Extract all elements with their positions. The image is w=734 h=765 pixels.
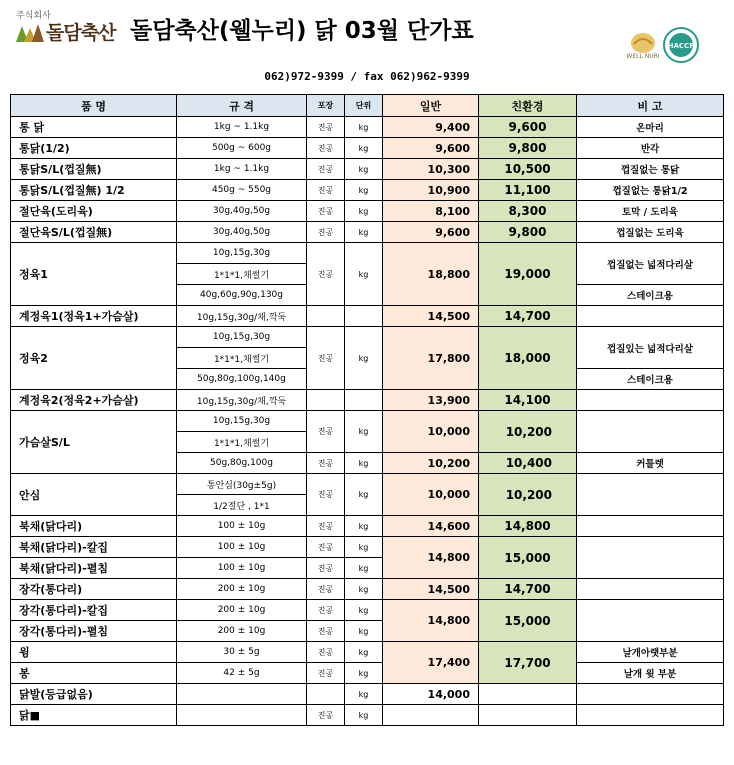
product-pack: 진공 [307,327,345,390]
product-note: 반각 [577,138,724,159]
product-note: 껍질없는 도리육 [577,222,724,243]
general-price: 17,400 [383,642,479,684]
product-name: 장각(통다리) [11,579,177,600]
table-row [11,642,724,663]
col-header-note: 비 고 [577,95,724,117]
product-unit: kg [345,222,383,243]
eco-price: 14,700 [479,579,577,600]
product-unit: kg [345,642,383,663]
product-note: 커틀렛 [577,453,724,474]
product-spec: 통안심(30g±5g) [177,474,307,495]
table-row [11,411,724,432]
table-row [11,516,724,537]
page-title: 돌담축산(웰누리) 닭 03월 단가표 [130,18,474,44]
product-unit: kg [345,117,383,138]
product-spec: 100 ± 10g [177,537,307,558]
product-unit: kg [345,327,383,390]
general-price: 9,600 [383,222,479,243]
product-spec: 1/2절단 , 1*1 [177,495,307,516]
product-pack: 진공 [307,453,345,474]
product-note: 날개 윗 부분 [577,663,724,684]
product-pack: 진공 [307,201,345,222]
product-unit: kg [345,453,383,474]
product-note [577,411,724,453]
product-spec: 1*1*1,채썰기 [177,264,307,285]
product-pack: 진공 [307,642,345,663]
product-name: 절단육(도리육) [11,201,177,222]
product-unit: kg [345,579,383,600]
product-note: 껍질있는 넓적다리살 [577,327,724,369]
col-header-eco: 친환경 [479,95,577,117]
product-pack: 진공 [307,117,345,138]
eco-price: 17,700 [479,642,577,684]
general-price: 10,000 [383,411,479,453]
product-spec: 1kg ~ 1.1kg [177,117,307,138]
product-spec: 10g,15g,30g [177,327,307,348]
contact-info: 062)972-9399 / fax 062)962-9399 [264,70,470,83]
general-price: 14,800 [383,600,479,642]
product-name: 계정육1(정육1+가슴살) [11,306,177,327]
eco-price: 9,800 [479,222,577,243]
product-spec: 1*1*1,채썰기 [177,432,307,453]
table-row [11,327,724,348]
table-row [11,390,724,411]
product-pack: 진공 [307,138,345,159]
product-name: 봉 [11,663,177,684]
product-spec: 30 ± 5g [177,642,307,663]
product-pack: 진공 [307,159,345,180]
general-price: 14,600 [383,516,479,537]
product-unit: kg [345,705,383,726]
eco-price: 8,300 [479,201,577,222]
product-unit: kg [345,201,383,222]
col-header-name: 품 명 [11,95,177,117]
product-spec: 10g,15g,30g [177,243,307,264]
product-unit: kg [345,411,383,453]
product-name: 윙 [11,642,177,663]
company-brand-name: 돌담축산 [46,22,116,44]
product-spec: 50g,80g,100g,140g [177,369,307,390]
table-row [11,684,724,705]
table-row [11,222,724,243]
haccp-seal-icon [662,26,700,64]
product-note: 껍질없는 통닭1/2 [577,180,724,201]
product-note [577,306,724,327]
general-price: 14,500 [383,306,479,327]
product-unit [345,390,383,411]
general-price: 13,900 [383,390,479,411]
svg-text:HACCP: HACCP [667,42,695,50]
product-note [577,684,724,705]
product-spec: 42 ± 5g [177,663,307,684]
product-pack: 진공 [307,411,345,453]
table-row [11,201,724,222]
product-name: 닭■ [11,705,177,726]
product-spec: 10g,15g,30g/채,깍둑 [177,390,307,411]
product-pack: 진공 [307,600,345,621]
company-type-label: 주식회사 [16,11,51,21]
table-row [11,705,724,726]
table-header-row [11,95,724,117]
general-price: 9,600 [383,138,479,159]
table-row [11,243,724,264]
product-note: 껍질없는 넓적다리살 [577,243,724,285]
product-unit: kg [345,684,383,705]
product-note [577,516,724,537]
product-name: 닭발(등급없음) [11,684,177,705]
product-pack: 진공 [307,180,345,201]
eco-price: 15,000 [479,537,577,579]
col-header-pack: 포장 [307,95,345,117]
product-name: 안심 [11,474,177,516]
eco-price: 9,600 [479,117,577,138]
eco-price: 18,000 [479,327,577,390]
col-header-spec: 규 격 [177,95,307,117]
product-note [577,474,724,516]
product-spec: 450g ~ 550g [177,180,307,201]
company-logo [16,8,116,50]
product-unit [345,306,383,327]
product-unit: kg [345,516,383,537]
product-unit: kg [345,474,383,516]
svg-text:WELL NURI: WELL NURI [626,53,660,60]
table-row [11,180,724,201]
product-unit: kg [345,138,383,159]
general-price: 9,400 [383,117,479,138]
product-unit: kg [345,243,383,306]
product-spec: 100 ± 10g [177,558,307,579]
product-spec: 200 ± 10g [177,600,307,621]
product-note: 스테이크용 [577,285,724,306]
table-row [11,159,724,180]
general-price: 18,800 [383,243,479,306]
product-pack [307,684,345,705]
product-pack: 진공 [307,243,345,306]
product-spec [177,705,307,726]
product-pack: 진공 [307,558,345,579]
product-spec [177,684,307,705]
table-row [11,474,724,495]
eco-price: 11,100 [479,180,577,201]
eco-price [479,705,577,726]
general-price: 14,800 [383,537,479,579]
table-row [11,600,724,621]
product-unit: kg [345,180,383,201]
stone-wall-logo-icon [16,22,46,42]
product-name: 정육1 [11,243,177,306]
product-note [577,537,724,579]
product-name: 통닭S/L(껍질無) [11,159,177,180]
general-price: 10,200 [383,453,479,474]
eco-price: 14,100 [479,390,577,411]
general-price: 10,900 [383,180,479,201]
product-note [577,600,724,642]
table-row [11,138,724,159]
product-spec: 1*1*1,채썰기 [177,348,307,369]
eco-price: 19,000 [479,243,577,306]
product-unit: kg [345,600,383,621]
product-name: 통 닭 [11,117,177,138]
product-name: 장각(통다리)-칼집 [11,600,177,621]
product-spec: 1kg ~ 1.1kg [177,159,307,180]
eco-price: 10,200 [479,411,577,453]
product-note: 스테이크용 [577,369,724,390]
product-spec: 10g,15g,30g [177,411,307,432]
general-price: 10,000 [383,474,479,516]
product-note: 껍질없는 통닭 [577,159,724,180]
product-note: 토막 / 도리육 [577,201,724,222]
product-spec: 50g,80g,100g [177,453,307,474]
general-price: 14,000 [383,684,479,705]
general-price: 14,500 [383,579,479,600]
eco-price: 9,800 [479,138,577,159]
product-name: 통닭S/L(껍질無) 1/2 [11,180,177,201]
product-name: 정육2 [11,327,177,390]
product-spec: 200 ± 10g [177,579,307,600]
product-unit: kg [345,663,383,684]
eco-price: 14,800 [479,516,577,537]
product-pack: 진공 [307,474,345,516]
product-pack: 진공 [307,621,345,642]
product-name: 북채(닭다리)-칼집 [11,537,177,558]
product-spec: 100 ± 10g [177,516,307,537]
table-row [11,537,724,558]
product-pack: 진공 [307,705,345,726]
price-table [10,94,724,726]
product-spec: 30g,40g,50g [177,222,307,243]
product-name: 북채(닭다리) [11,516,177,537]
product-name: 장각(통다리)-펼침 [11,621,177,642]
table-row [11,579,724,600]
eco-price: 14,700 [479,306,577,327]
product-spec: 30g,40g,50g [177,201,307,222]
eco-price: 10,200 [479,474,577,516]
general-price: 8,100 [383,201,479,222]
product-unit: kg [345,159,383,180]
product-name: 가슴살S/L [11,411,177,474]
product-pack: 진공 [307,516,345,537]
product-pack [307,306,345,327]
product-note: 온마리 [577,117,724,138]
eco-price: 10,400 [479,453,577,474]
product-unit: kg [345,558,383,579]
product-note: 날개아랫부분 [577,642,724,663]
product-unit: kg [345,621,383,642]
product-pack: 진공 [307,537,345,558]
product-name: 절단육S/L(껍질無) [11,222,177,243]
col-header-unit: 단위 [345,95,383,117]
eco-price: 15,000 [479,600,577,642]
table-row [11,663,724,684]
eco-price: 10,500 [479,159,577,180]
product-pack: 진공 [307,663,345,684]
col-header-general: 일반 [383,95,479,117]
product-pack [307,390,345,411]
product-note [577,579,724,600]
product-name: 북채(닭다리)-펼침 [11,558,177,579]
product-spec: 40g,60g,90g,130g [177,285,307,306]
product-spec: 200 ± 10g [177,621,307,642]
product-note [577,390,724,411]
product-unit: kg [345,537,383,558]
table-row [11,117,724,138]
product-pack: 진공 [307,579,345,600]
general-price: 17,800 [383,327,479,390]
general-price: 10,300 [383,159,479,180]
product-note [577,705,724,726]
product-name: 통닭(1/2) [11,138,177,159]
eco-price [479,684,577,705]
product-spec: 500g ~ 600g [177,138,307,159]
product-name: 계정육2(정육2+가슴살) [11,390,177,411]
product-pack: 진공 [307,222,345,243]
product-spec: 10g,15g,30g/채,깍둑 [177,306,307,327]
table-row [11,306,724,327]
general-price [383,705,479,726]
wellnuri-seal-icon [624,30,662,62]
